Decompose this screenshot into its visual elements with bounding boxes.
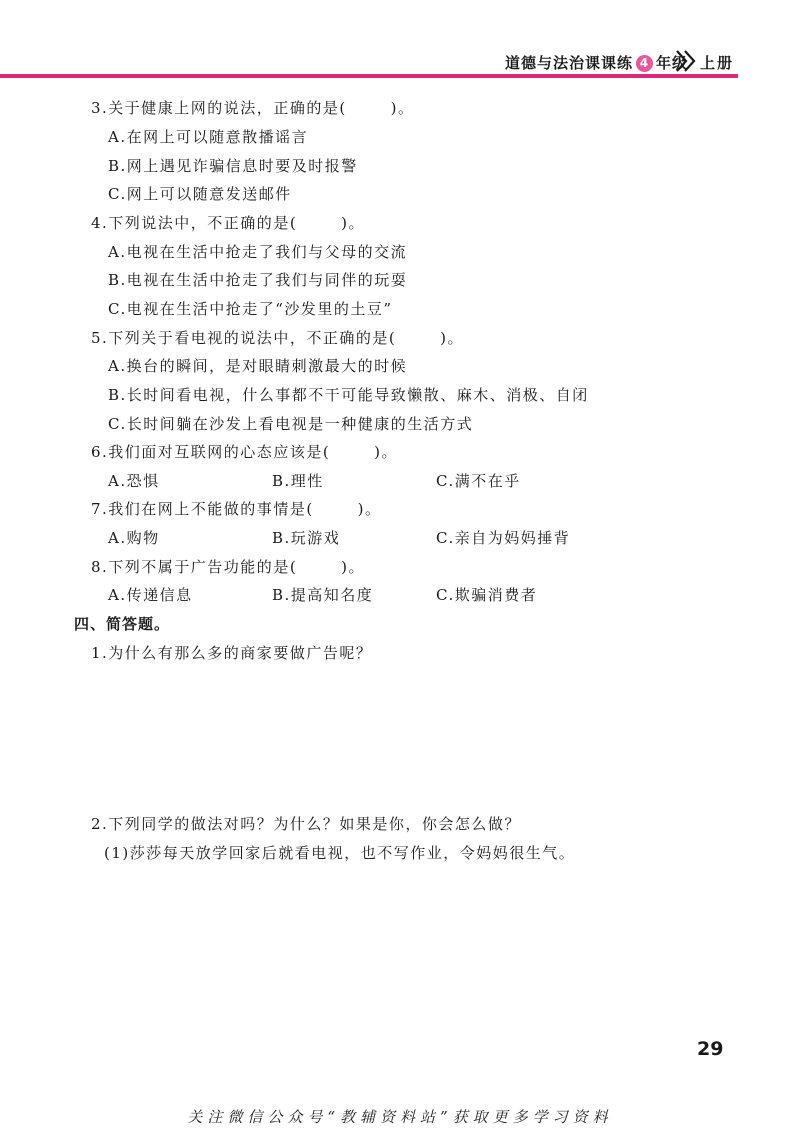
question-stem-text: 6.我们面对互联网的心态应该是( — [91, 443, 331, 461]
short-answer-question-2-sub-1: (1)莎莎每天放学回家后就看电视，也不写作业，令妈妈很生气。 — [104, 844, 576, 862]
answer-space-2[interactable] — [91, 872, 711, 1022]
question-stem-text: 7.我们在网上不能做的事情是( — [91, 500, 314, 518]
footer-promo-text: 关注微信公众号“教辅资料站”获取更多学习资料 — [187, 1108, 613, 1126]
book-title-text: 道德与法治课课练 — [504, 54, 633, 72]
question-5-stem — [91, 328, 464, 348]
question-stem-end: )。 — [357, 500, 382, 518]
option: B.理性 — [272, 472, 324, 490]
double-chevron-icon — [675, 48, 699, 74]
option: C.满不在乎 — [436, 472, 521, 490]
option: A.在网上可以随意散播谣言 — [108, 128, 309, 146]
question-stem-end: )。 — [341, 558, 366, 576]
question-stem-text: 8.下列不属于广告功能的是( — [91, 558, 298, 576]
option: B.玩游戏 — [272, 529, 341, 547]
question-4-stem — [91, 213, 365, 233]
question-stem-end: )。 — [341, 214, 366, 232]
option: B.电视在生活中抢走了我们与同伴的玩耍 — [108, 271, 408, 289]
question-stem-end: )。 — [390, 99, 415, 117]
grade-suffix: 年级 — [655, 54, 688, 72]
option: A.换台的瞬间，是对眼睛刺激最大的时候 — [108, 357, 408, 375]
book-title — [505, 52, 688, 73]
option: C.网上可以随意发送邮件 — [108, 185, 292, 203]
page-number: 29 — [697, 1038, 724, 1060]
question-7-stem — [91, 499, 382, 519]
option: A.恐惧 — [108, 472, 160, 490]
option: A.电视在生活中抢走了我们与父母的交流 — [108, 243, 408, 261]
option: B.网上遇见诈骗信息时要及时报警 — [108, 157, 358, 175]
option: B.提高知名度 — [272, 586, 374, 604]
question-6-stem — [91, 442, 398, 462]
grade-number-badge: 4 — [636, 55, 653, 72]
answer-space-1[interactable] — [91, 672, 711, 802]
question-stem-text: 5.下列关于看电视的说法中，不正确的是( — [91, 329, 397, 347]
question-stem-end: )。 — [440, 329, 465, 347]
section-heading: 四、简答题。 — [74, 615, 171, 633]
question-stem-text: 3.关于健康上网的说法，正确的是( — [91, 99, 347, 117]
option: A.购物 — [108, 529, 160, 547]
option: C.长时间躺在沙发上看电视是一种健康的生活方式 — [108, 415, 474, 433]
page-header — [0, 0, 800, 80]
question-stem-text: 4.下列说法中，不正确的是( — [91, 214, 298, 232]
option: C.欺骗消费者 — [436, 586, 538, 604]
question-stem-end: )。 — [374, 443, 399, 461]
short-answer-question-1: 1.为什么有那么多的商家要做广告呢？ — [91, 644, 373, 662]
short-answer-question-2: 2.下列同学的做法对吗？为什么？如果是你，你会怎么做？ — [91, 815, 521, 833]
header-accent-bar — [0, 74, 738, 78]
option: B.长时间看电视，什么事都不干可能导致懒散、麻木、消极、自闭 — [108, 386, 589, 404]
question-8-stem — [91, 557, 365, 577]
option: C.亲自为妈妈捶背 — [436, 529, 571, 547]
option: C.电视在生活中抢走了“沙发里的土豆” — [108, 300, 393, 318]
question-3-stem — [91, 98, 415, 118]
volume-label: 上册 — [700, 54, 735, 72]
option: A.传递信息 — [108, 586, 193, 604]
